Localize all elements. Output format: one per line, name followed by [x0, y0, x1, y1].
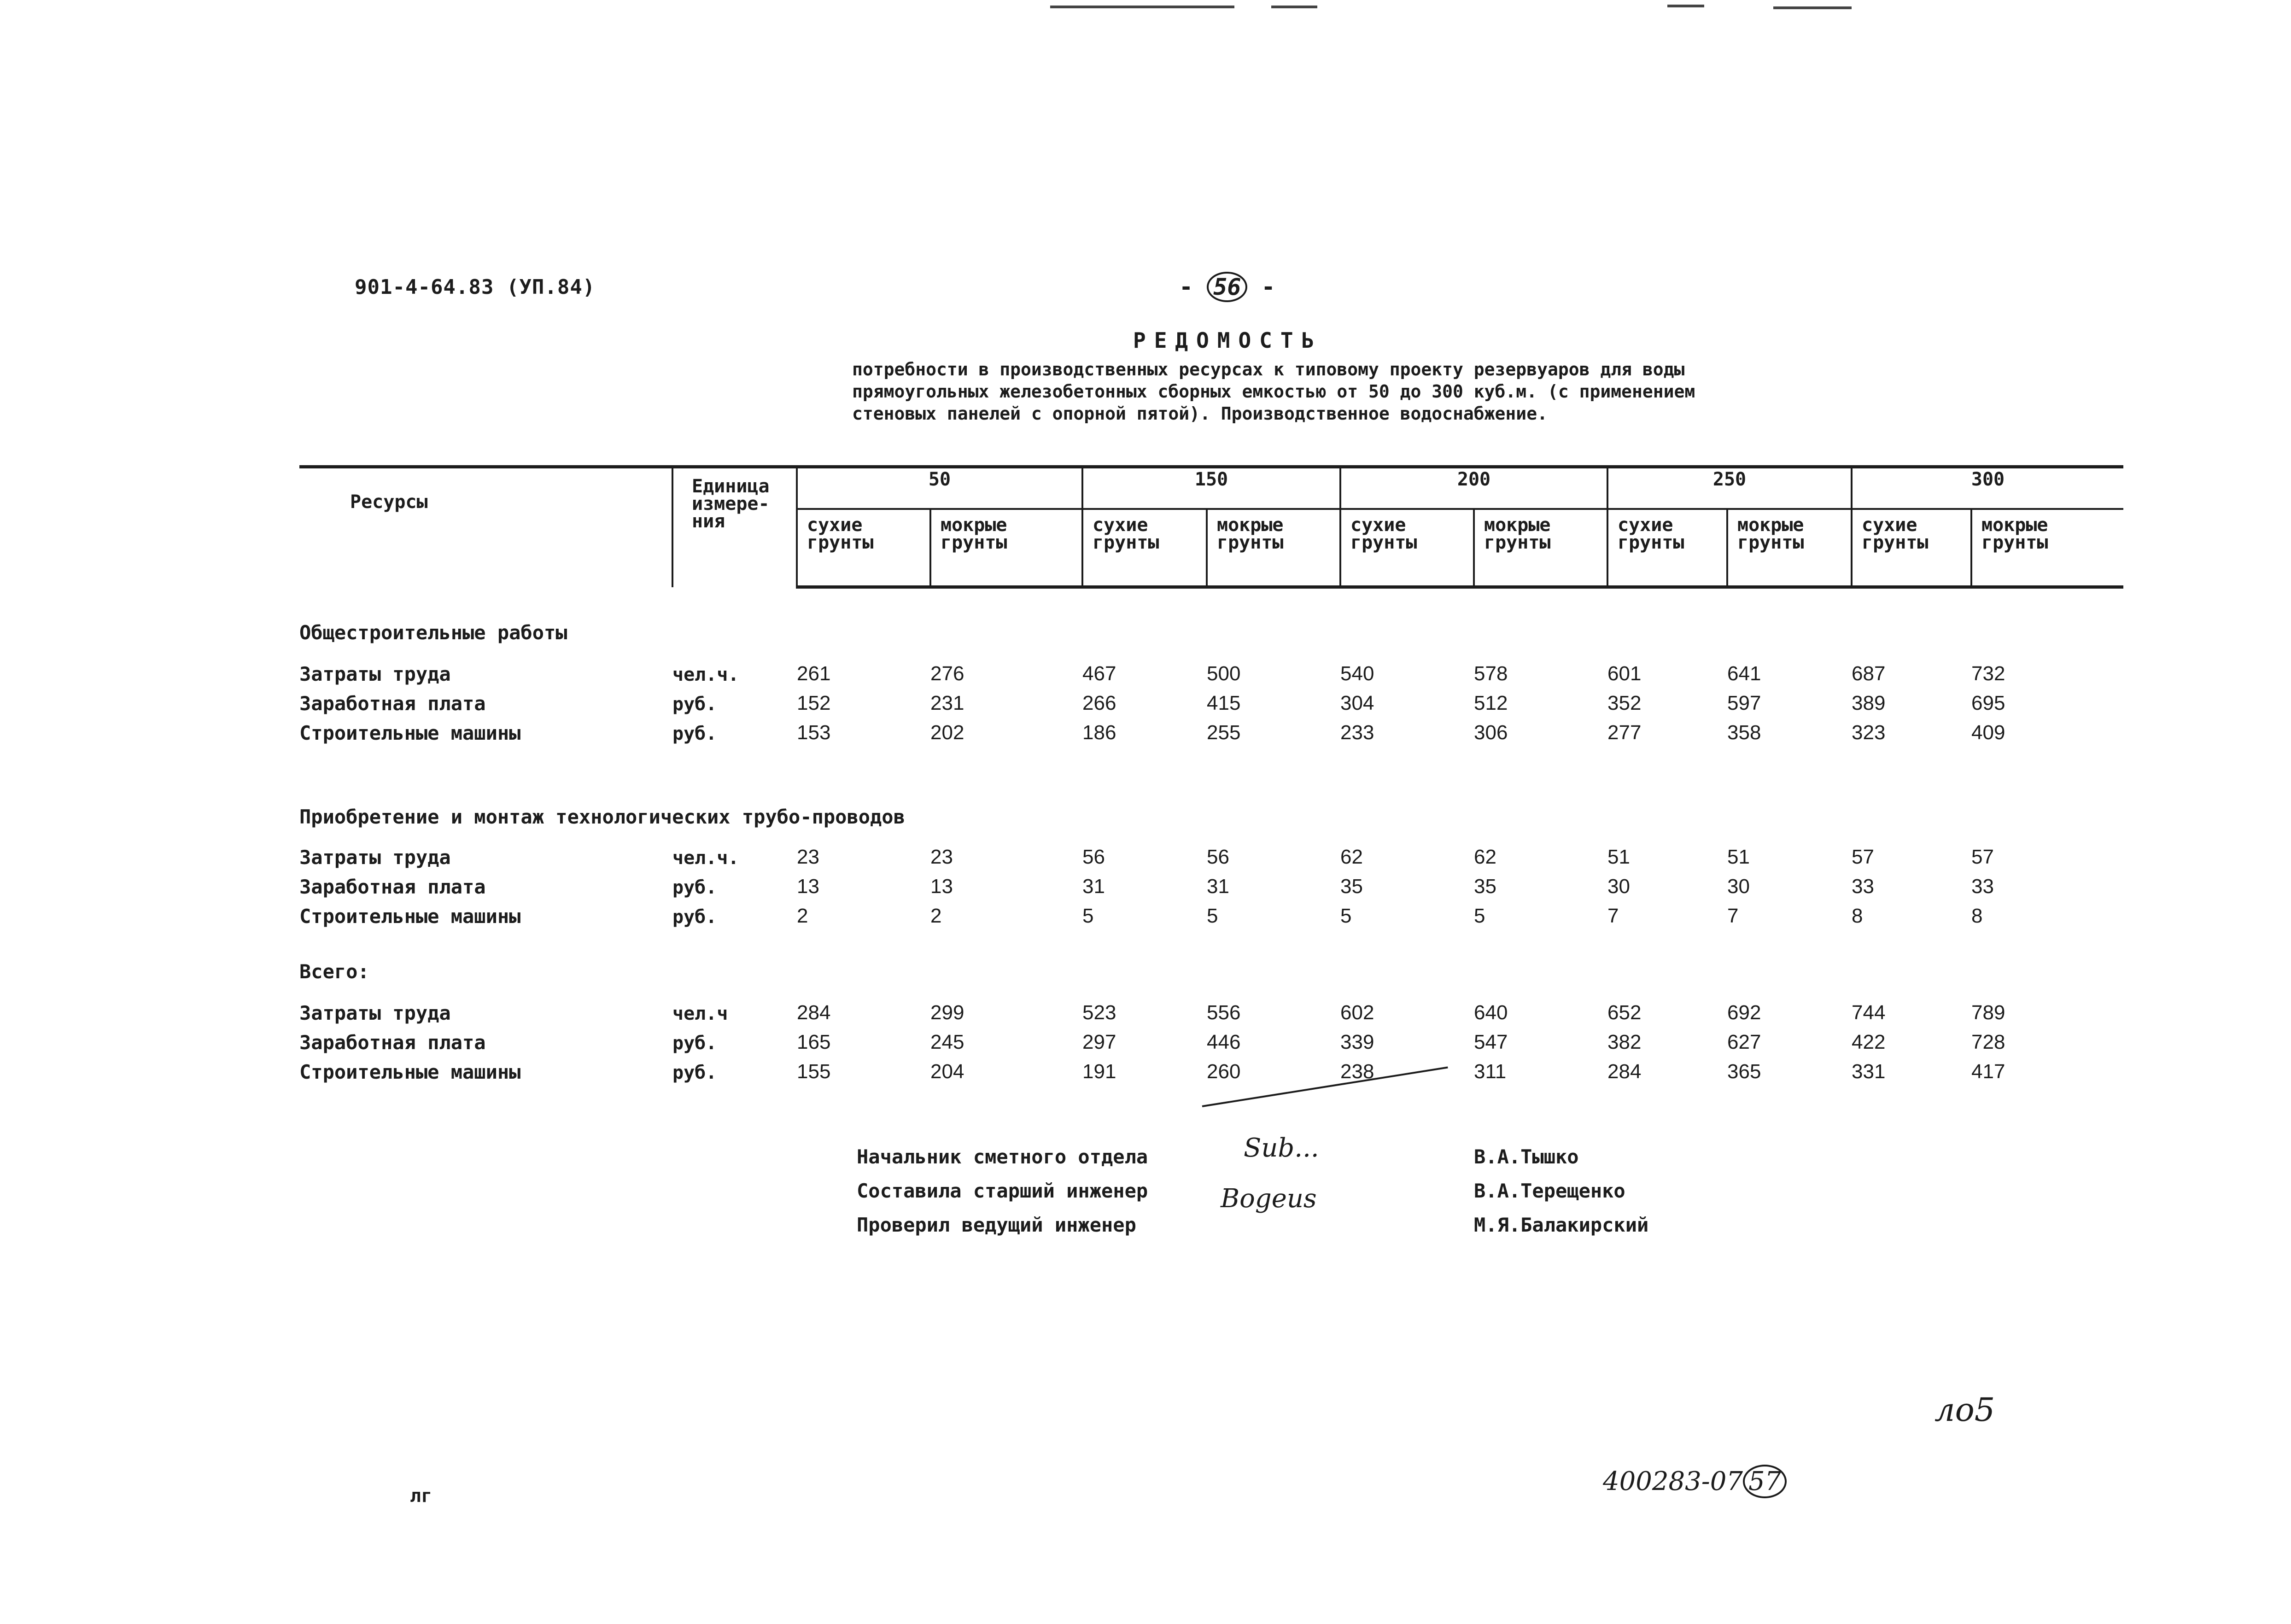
table-row [299, 983, 2123, 1024]
value-cell: 31 [1082, 875, 1105, 898]
capacity-header: 200 [1340, 467, 1607, 509]
value-cell: 8 [1971, 905, 1983, 927]
value-cell: 191 [1082, 1060, 1116, 1083]
capacity-header: 50 [797, 467, 1082, 509]
row-unit: руб. [672, 877, 717, 898]
value-cell: 311 [1474, 1060, 1507, 1083]
table-row [299, 869, 2123, 898]
value-cell: 687 [1852, 662, 1886, 685]
handwritten-note: ло5 [1934, 1391, 1995, 1429]
value-cell: 261 [797, 662, 831, 685]
archive-code [1603, 1465, 1787, 1498]
column-header-resources: Ресурсы [299, 467, 672, 587]
value-cell: 602 [1340, 1001, 1374, 1024]
value-cell: 51 [1727, 846, 1750, 868]
value-cell: 578 [1474, 662, 1508, 685]
value-cell: 30 [1607, 875, 1630, 898]
soil-header-wet: мокрые грунты [1727, 509, 1852, 587]
value-cell: 5 [1474, 905, 1485, 927]
section-row [299, 744, 2123, 827]
value-cell: 62 [1474, 846, 1496, 868]
value-cell: 56 [1082, 846, 1105, 868]
subtitle-line: стеновых панелей с опорной пятой). Производственное водоснабжение. [852, 403, 1548, 424]
soil-header-dry: сухие грунты [1607, 509, 1727, 587]
signature-roles [857, 1140, 1148, 1242]
value-cell: 155 [797, 1060, 831, 1083]
value-cell: 255 [1207, 721, 1241, 744]
value-cell: 165 [797, 1031, 831, 1053]
value-cell: 640 [1474, 1001, 1508, 1024]
resources-table [299, 465, 2123, 1083]
signature-role: Начальник сметного отдела [857, 1145, 1148, 1168]
capacity-header: 250 [1607, 467, 1852, 509]
value-cell: 547 [1474, 1031, 1508, 1053]
value-cell: 7 [1727, 905, 1739, 927]
value-cell: 323 [1852, 721, 1886, 744]
value-cell: 23 [797, 846, 819, 868]
soil-header-dry: сухие грунты [1852, 509, 1971, 587]
section-title: Общестроительные работы [299, 621, 567, 644]
table-row [299, 898, 2123, 928]
value-cell: 30 [1727, 875, 1750, 898]
row-label: Заработная плата [299, 876, 486, 898]
top-edge-mark [1667, 5, 1704, 7]
row-label: Строительные машины [299, 722, 521, 744]
value-cell: 152 [797, 692, 831, 714]
value-cell: 415 [1207, 692, 1241, 714]
handwritten-signature: Sub... [1244, 1133, 1319, 1163]
value-cell: 382 [1607, 1031, 1642, 1053]
value-cell: 365 [1727, 1060, 1761, 1083]
value-cell: 358 [1727, 721, 1761, 744]
value-cell: 2 [797, 905, 808, 927]
archive-code-number: 400283-07 [1603, 1466, 1743, 1496]
signature-role: Проверил ведущий инженер [857, 1214, 1136, 1236]
page-number-value: 56 [1207, 272, 1247, 302]
soil-header-wet: мокрые грунты [1207, 509, 1340, 587]
value-cell: 409 [1971, 721, 2005, 744]
table-row [299, 715, 2123, 744]
value-cell: 33 [1971, 875, 1994, 898]
value-cell: 35 [1474, 875, 1496, 898]
table-body [299, 587, 2123, 1084]
value-cell: 306 [1474, 721, 1508, 744]
table-row [299, 827, 2123, 869]
signature-role: Составила старший инженер [857, 1180, 1148, 1202]
value-cell: 339 [1340, 1031, 1374, 1053]
value-cell: 13 [797, 875, 819, 898]
value-cell: 31 [1207, 875, 1229, 898]
value-cell: 728 [1971, 1031, 2005, 1053]
value-cell: 331 [1852, 1060, 1886, 1083]
table-row [299, 1024, 2123, 1054]
value-cell: 512 [1474, 692, 1508, 714]
subtitle-line: прямоугольных железобетонных сборных емкостью от 50 до 300 куб.м. (с применением [852, 381, 1695, 402]
value-cell: 417 [1971, 1060, 2005, 1083]
value-cell: 51 [1607, 846, 1630, 868]
top-edge-mark [1773, 6, 1852, 9]
row-unit: чел.ч. [672, 847, 739, 869]
row-label: Строительные машины [299, 905, 521, 928]
row-unit: руб. [672, 1062, 717, 1083]
value-cell: 23 [930, 846, 953, 868]
value-cell: 5 [1082, 905, 1094, 927]
section-title: Всего: [299, 960, 369, 983]
value-cell: 238 [1340, 1060, 1374, 1083]
value-cell: 153 [797, 721, 831, 744]
value-cell: 523 [1082, 1001, 1116, 1024]
top-edge-mark [1271, 6, 1317, 8]
capacity-header: 300 [1852, 467, 2123, 509]
value-cell: 5 [1340, 905, 1352, 927]
value-cell: 641 [1727, 662, 1761, 685]
value-cell: 202 [930, 721, 964, 744]
document-code: 901-4-64.83 (УП.84) [355, 275, 596, 299]
value-cell: 789 [1971, 1001, 2005, 1024]
row-unit: руб. [672, 694, 717, 715]
value-cell: 13 [930, 875, 953, 898]
value-cell: 277 [1607, 721, 1642, 744]
value-cell: 35 [1340, 875, 1363, 898]
page-number: - 56 - [1179, 272, 1275, 302]
value-cell: 299 [930, 1001, 964, 1024]
top-edge-mark [1050, 6, 1234, 8]
value-cell: 56 [1207, 846, 1229, 868]
value-cell: 297 [1082, 1031, 1116, 1053]
value-cell: 57 [1852, 846, 1874, 868]
value-cell: 266 [1082, 692, 1116, 714]
value-cell: 422 [1852, 1031, 1886, 1053]
value-cell: 352 [1607, 692, 1642, 714]
column-header-unit: Единица измере-ния [672, 467, 797, 587]
value-cell: 284 [1607, 1060, 1642, 1083]
signature-names [1474, 1140, 1648, 1242]
value-cell: 540 [1340, 662, 1374, 685]
value-cell: 233 [1340, 721, 1374, 744]
value-cell: 692 [1727, 1001, 1761, 1024]
value-cell: 744 [1852, 1001, 1886, 1024]
row-label: Заработная плата [299, 1031, 486, 1054]
table-row [299, 1054, 2123, 1083]
value-cell: 231 [930, 692, 964, 714]
value-cell: 245 [930, 1031, 964, 1053]
value-cell: 601 [1607, 662, 1642, 685]
value-cell: 204 [930, 1060, 964, 1083]
value-cell: 389 [1852, 692, 1886, 714]
row-unit: чел.ч. [672, 664, 739, 685]
subtitle-line: потребности в производственных ресурсах к типовому проекту резервуаров для воды [852, 359, 1685, 380]
value-cell: 8 [1852, 905, 1863, 927]
table-row [299, 644, 2123, 685]
value-cell: 467 [1082, 662, 1116, 685]
soil-header-dry: сухие грунты [1082, 509, 1207, 587]
signature-name: М.Я.Балакирский [1474, 1214, 1649, 1236]
value-cell: 62 [1340, 846, 1363, 868]
value-cell: 695 [1971, 692, 2005, 714]
header-row-capacity [299, 467, 2123, 509]
row-unit: руб. [672, 906, 717, 928]
row-label: Строительные машины [299, 1061, 521, 1083]
archive-page-number: 57 [1743, 1465, 1787, 1498]
value-cell: 597 [1727, 692, 1761, 714]
footer-mark: лг [410, 1485, 432, 1507]
value-cell: 446 [1207, 1031, 1241, 1053]
soil-header-wet: мокрые грунты [1474, 509, 1607, 587]
row-label: Заработная плата [299, 692, 486, 715]
row-label: Затраты труда [299, 846, 451, 869]
value-cell: 284 [797, 1001, 831, 1024]
value-cell: 556 [1207, 1001, 1241, 1024]
handwritten-signature: Bogeus [1221, 1184, 1317, 1214]
section-row [299, 587, 2123, 644]
value-cell: 5 [1207, 905, 1218, 927]
value-cell: 260 [1207, 1060, 1241, 1083]
table-row [299, 685, 2123, 715]
document-title: РЕДОМОСТЬ [1133, 328, 1323, 353]
soil-header-dry: сухие грунты [1340, 509, 1474, 587]
signature-name: В.А.Терещенко [1474, 1180, 1625, 1202]
section-row [299, 928, 2123, 983]
capacity-header: 150 [1082, 467, 1340, 509]
value-cell: 500 [1207, 662, 1241, 685]
value-cell: 652 [1607, 1001, 1642, 1024]
soil-header-dry: сухие грунты [797, 509, 930, 587]
value-cell: 2 [930, 905, 942, 927]
document-subtitle [852, 358, 1829, 425]
row-label: Затраты труда [299, 1002, 451, 1024]
value-cell: 186 [1082, 721, 1116, 744]
value-cell: 276 [930, 662, 964, 685]
value-cell: 7 [1607, 905, 1619, 927]
value-cell: 57 [1971, 846, 1994, 868]
value-cell: 732 [1971, 662, 2005, 685]
value-cell: 33 [1852, 875, 1874, 898]
row-unit: чел.ч [672, 1003, 728, 1024]
value-cell: 304 [1340, 692, 1374, 714]
soil-header-wet: мокрые грунты [930, 509, 1082, 587]
section-title: Приобретение и монтаж технологических трубо-проводов [299, 806, 905, 828]
signature-name: В.А.Тышко [1474, 1145, 1579, 1168]
soil-header-wet: мокрые грунты [1971, 509, 2123, 587]
row-unit: руб. [672, 1033, 717, 1054]
row-unit: руб. [672, 723, 717, 744]
row-label: Затраты труда [299, 663, 451, 685]
value-cell: 627 [1727, 1031, 1761, 1053]
